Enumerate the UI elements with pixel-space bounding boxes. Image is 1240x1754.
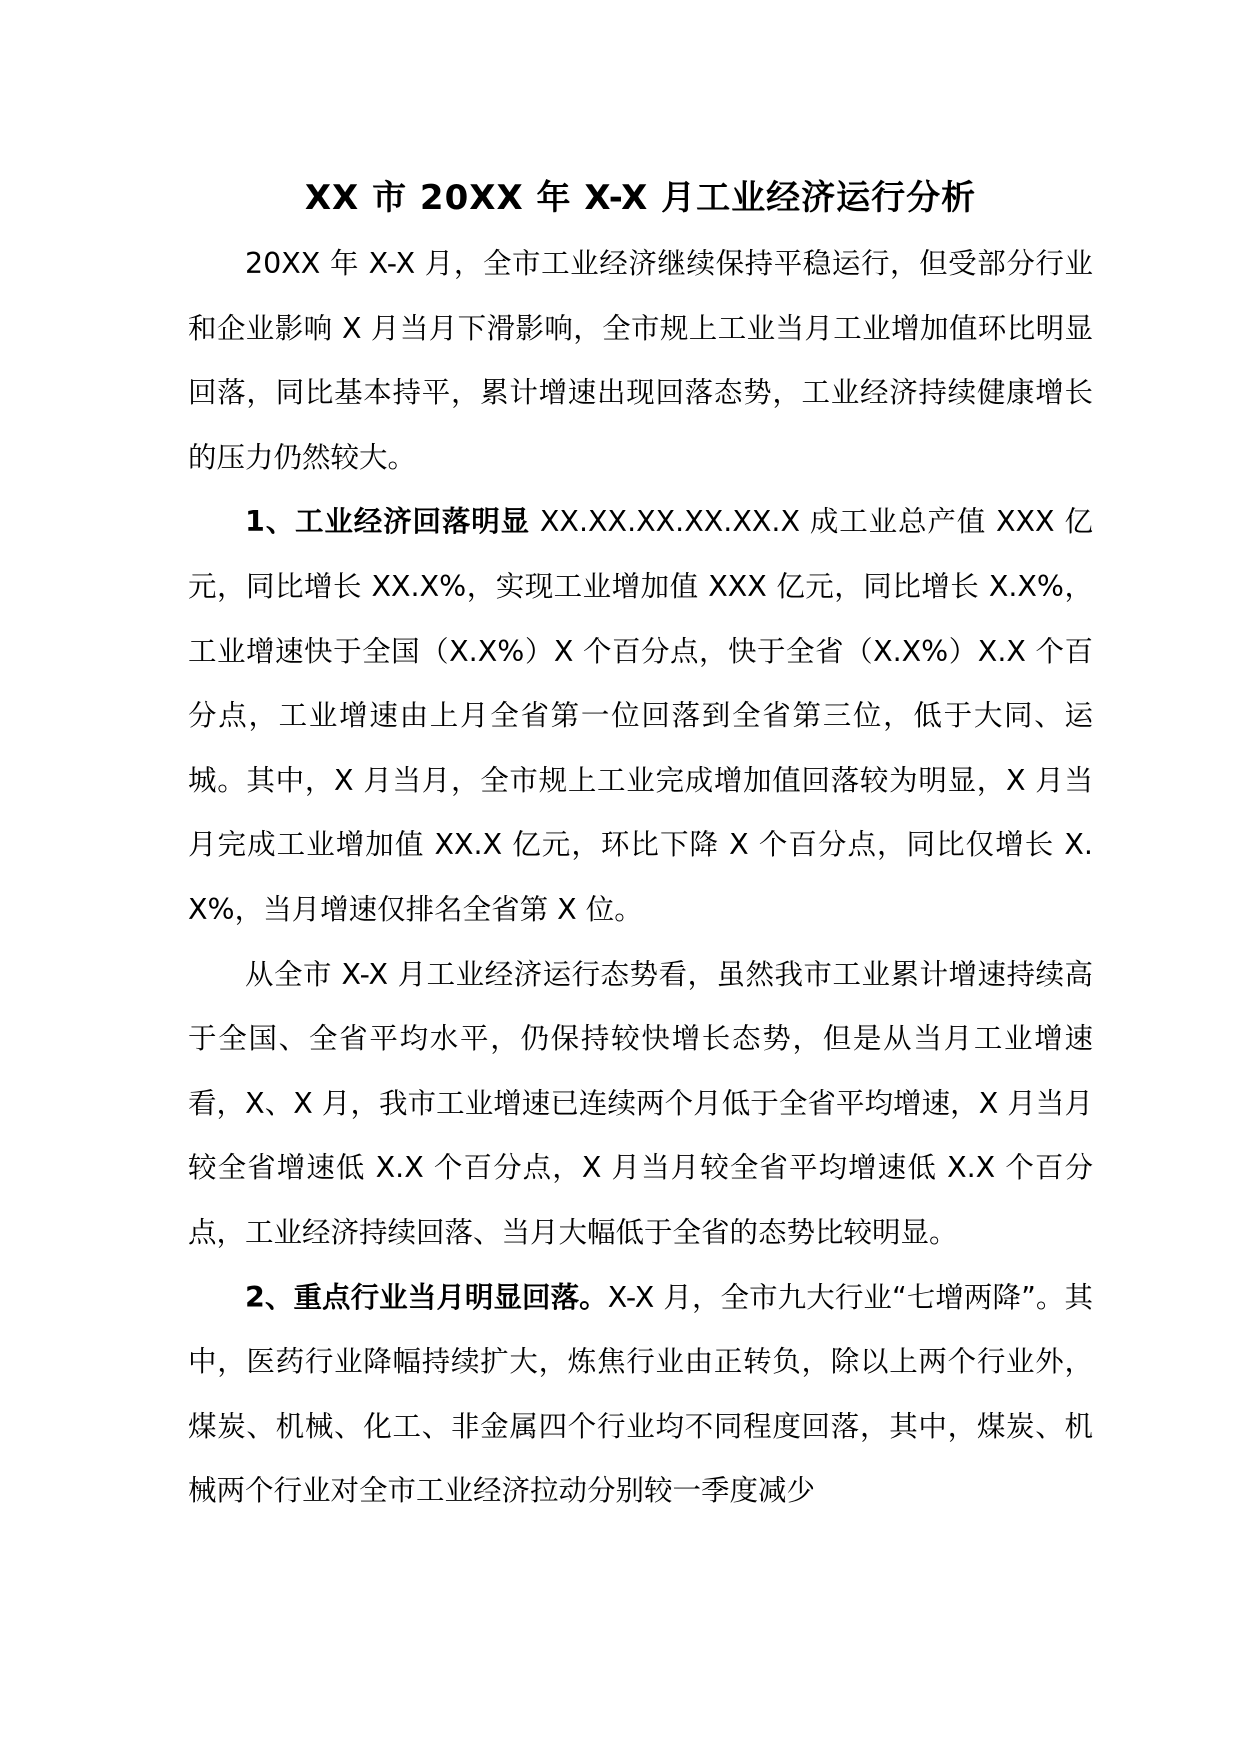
section-1-body: XX.XX.XX.XX.XX.X 成工业总产值 XXX 亿元，同比增长 XX.X%，实现工业增加值 XXX 亿元，同比增长 X.X%，工业增速快于全国（X.X%）X 个百分点，快于全省（X.X%）X.X 个百分点，工业增速由上月全省第一位回落到全省第三位，低于大同、运城。其中，X 月当月，全市规上工业完成增加值回落较为明显，X 月当月完成工业增加值 XX.X 亿元，环比下降 X 个百分点，同比仅增长 X.X%，当月增速仅排名全省第 X 位。 [188,505,1093,926]
section-1-heading: 1、工业经济回落明显 [245,505,530,539]
document-title: XX 市 20XX 年 X-X 月工业经济运行分析 [304,178,977,218]
intro-paragraph: 20XX 年 X-X 月，全市工业经济继续保持平稳运行，但受部分行业和企业影响 X 月当月下滑影响，全市规上工业当月工业增加值环比明显回落，同比基本持平，累计增速出现回落态势，工业经济持续健康增长的压力仍然较大。 [188,247,1093,474]
section-2-heading: 2、重点行业当月明显回落。 [245,1280,608,1314]
section-2-paragraph [188,1266,1093,1524]
section-1-paragraph [188,490,1093,942]
section-2-body: X-X 月，全市九大行业“七增两降”。其中，医药行业降幅持续扩大，炼焦行业由正转负，除以上两个行业外，煤炭、机械、化工、非金属四个行业均不同程度回落，其中，煤炭、机械两个行业对全市工业经济拉动分别较一季度减少 [188,1280,1093,1508]
trend-paragraph: 从全市 X-X 月工业经济运行态势看，虽然我市工业累计增速持续高于全国、全省平均水平，仍保持较快增长态势，但是从当月工业增速看，X、X 月，我市工业增速已连续两个月低于全省平均增速，X 月当月较全省增速低 X.X 个百分点，X 月当月较全省平均增速低 X.X 个百分点，工业经济持续回落、当月大幅低于全省的态势比较明显。 [188,957,1093,1249]
document-page [188,168,1093,1524]
